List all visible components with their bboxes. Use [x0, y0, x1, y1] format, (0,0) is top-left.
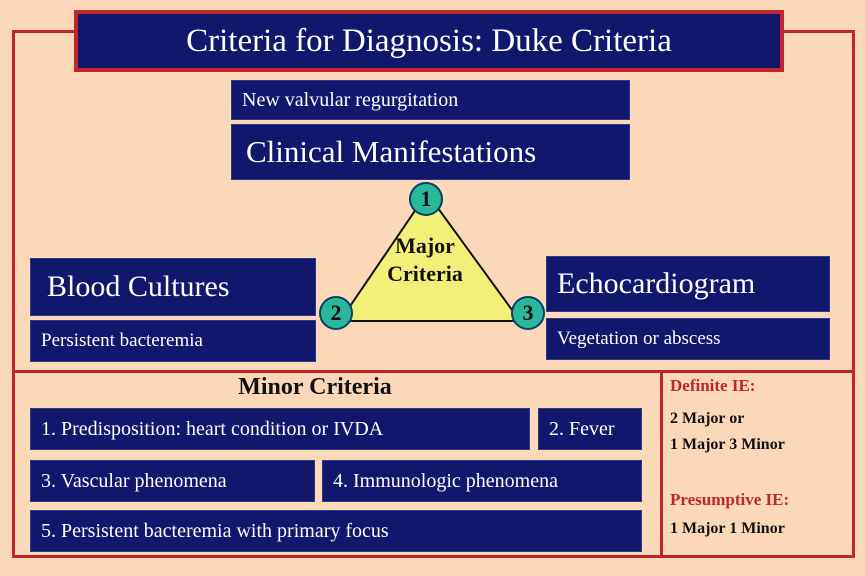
minor-item-immunologic: 4. Immunologic phenomena — [322, 460, 642, 502]
number-3-badge: 3 — [511, 296, 545, 330]
definite-ie-label: Definite IE: — [670, 376, 756, 395]
minor-item-fever: 2. Fever — [538, 408, 642, 450]
blood-detail-box: Persistent bacteremia — [30, 320, 316, 362]
clinical-heading-box: Clinical Manifestations — [231, 124, 630, 180]
minor-criteria-title: Minor Criteria — [238, 374, 392, 400]
number-2-badge: 2 — [319, 296, 353, 330]
number-1-badge: 1 — [409, 182, 443, 216]
presumptive-ie-label: Presumptive IE: — [670, 490, 790, 509]
minor-item-vascular: 3. Vascular phenomena — [30, 460, 315, 502]
major-criteria-line2: Criteria — [387, 261, 463, 286]
minor-item-persistent-bacteremia: 5. Persistent bacteremia with primary focus — [30, 510, 642, 552]
presumptive-ie-line1: 1 Major 1 Minor — [670, 520, 785, 537]
clinical-detail-box: New valvular regurgitation — [231, 80, 630, 120]
echo-heading-box: Echocardiogram — [546, 256, 830, 312]
minor-item-predisposition: 1. Predisposition: heart condition or IVDA — [30, 408, 530, 450]
major-criteria-line1: Major — [395, 233, 455, 258]
page-title: Criteria for Diagnosis: Duke Criteria — [74, 10, 784, 72]
definite-ie-line1: 2 Major or — [670, 410, 745, 427]
blood-heading-box: Blood Cultures — [30, 258, 316, 316]
major-criteria-label — [370, 232, 480, 288]
column-divider — [660, 370, 663, 558]
section-divider — [12, 370, 855, 373]
echo-detail-box: Vegetation or abscess — [546, 318, 830, 360]
definite-ie-line2: 1 Major 3 Minor — [670, 436, 785, 453]
